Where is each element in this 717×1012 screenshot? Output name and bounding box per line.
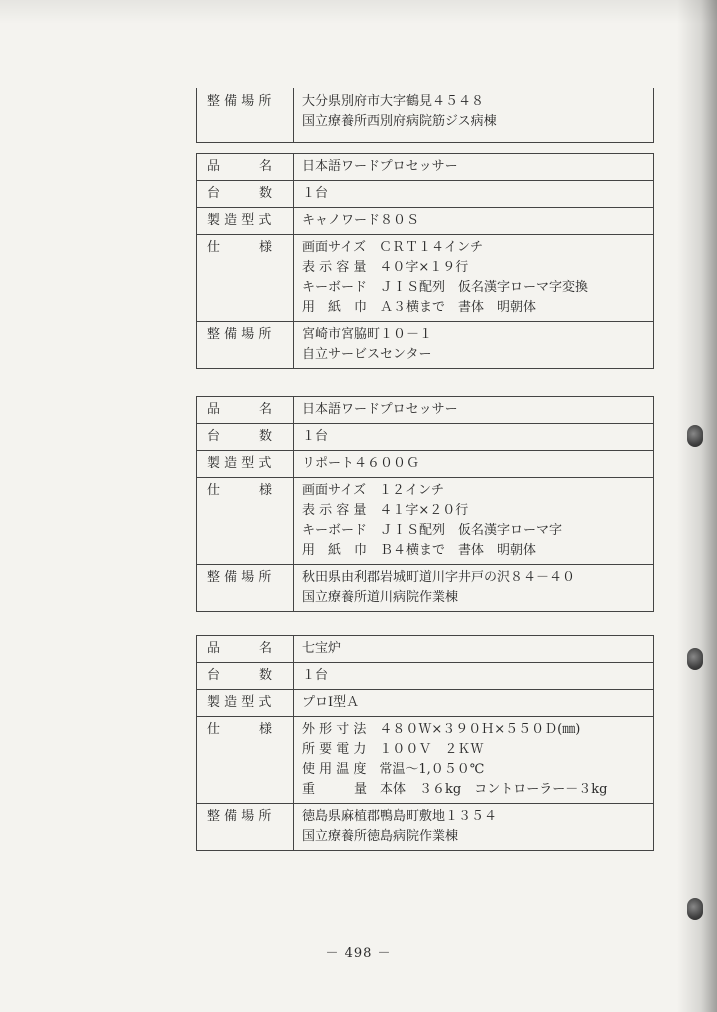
binder-ring-icon: [687, 898, 703, 920]
row-item: [197, 397, 654, 424]
row-location: [197, 804, 654, 851]
row-model: [197, 451, 654, 478]
label-item: 品 名: [197, 636, 294, 663]
label-model: 製 造 型 式: [197, 208, 294, 235]
page-number: － 498 －: [325, 946, 392, 961]
binding-shadow: [677, 0, 717, 1012]
value-model: キャノワード８０Ｓ: [294, 208, 654, 235]
row-qty: [197, 181, 654, 208]
row-qty: [197, 424, 654, 451]
label-qty: 台 数: [197, 424, 294, 451]
value-qty: １台: [294, 424, 654, 451]
value-spec: 外 形 寸 法 ４８０Ｗ×３９０Ｈ×５５０Ｄ(㎜) 所 要 電 力 １００Ｖ ２ＫＷ 使 用 温 度 常温～1,０５０℃ 重 量 本体 ３６kg コントローラー－３kg: [294, 717, 654, 804]
row-item: [197, 636, 654, 663]
label-location: 整 備 場 所: [197, 88, 294, 143]
value-qty: １台: [294, 181, 654, 208]
value-item: 日本語ワードプロセッサー: [294, 154, 654, 181]
label-location: 整 備 場 所: [197, 322, 294, 369]
scan-shadow-top: [0, 0, 717, 24]
binder-ring-icon: [687, 648, 703, 670]
label-qty: 台 数: [197, 663, 294, 690]
row-location: [197, 88, 654, 143]
row-spec: [197, 717, 654, 804]
label-model: 製 造 型 式: [197, 451, 294, 478]
value-location: 宮崎市宮脇町１０－１ 自立サービスセンター: [294, 322, 654, 369]
row-spec: [197, 478, 654, 565]
row-qty: [197, 663, 654, 690]
binder-ring-icon: [687, 425, 703, 447]
row-model: [197, 690, 654, 717]
row-item: [197, 154, 654, 181]
spec-table-1: [196, 153, 654, 369]
value-item: 七宝炉: [294, 636, 654, 663]
label-qty: 台 数: [197, 181, 294, 208]
row-spec: [197, 235, 654, 322]
label-item: 品 名: [197, 154, 294, 181]
value-item: 日本語ワードプロセッサー: [294, 397, 654, 424]
value-location: 大分県別府市大字鶴見４５４８ 国立療養所西別府病院筋ジス病棟: [294, 88, 654, 143]
value-location: 秋田県由利郡岩城町道川字井戸の沢８４－４０ 国立療養所道川病院作業棟: [294, 565, 654, 612]
spec-table-3: [196, 635, 654, 851]
label-location: 整 備 場 所: [197, 804, 294, 851]
spec-table-2: [196, 396, 654, 612]
value-spec: 画面サイズ ＣＲＴ１４インチ 表 示 容 量 ４０字×１９行 キーボード ＪＩＳ配列 仮名漢字ローマ字変換 用 紙 巾 Ａ３横まで 書体 明朝体: [294, 235, 654, 322]
value-model: プロⅠ型Ａ: [294, 690, 654, 717]
spec-table-0: [196, 88, 654, 143]
row-model: [197, 208, 654, 235]
row-location: [197, 565, 654, 612]
row-location: [197, 322, 654, 369]
value-qty: １台: [294, 663, 654, 690]
label-spec: 仕 様: [197, 478, 294, 565]
value-model: リポート４６００Ｇ: [294, 451, 654, 478]
label-location: 整 備 場 所: [197, 565, 294, 612]
value-spec: 画面サイズ １２インチ 表 示 容 量 ４１字×２０行 キーボード ＪＩＳ配列 仮名漢字ローマ字 用 紙 巾 Ｂ４横まで 書体 明朝体: [294, 478, 654, 565]
label-item: 品 名: [197, 397, 294, 424]
label-spec: 仕 様: [197, 235, 294, 322]
label-model: 製 造 型 式: [197, 690, 294, 717]
value-location: 徳島県麻植郡鴨島町敷地１３５４ 国立療養所徳島病院作業棟: [294, 804, 654, 851]
label-spec: 仕 様: [197, 717, 294, 804]
